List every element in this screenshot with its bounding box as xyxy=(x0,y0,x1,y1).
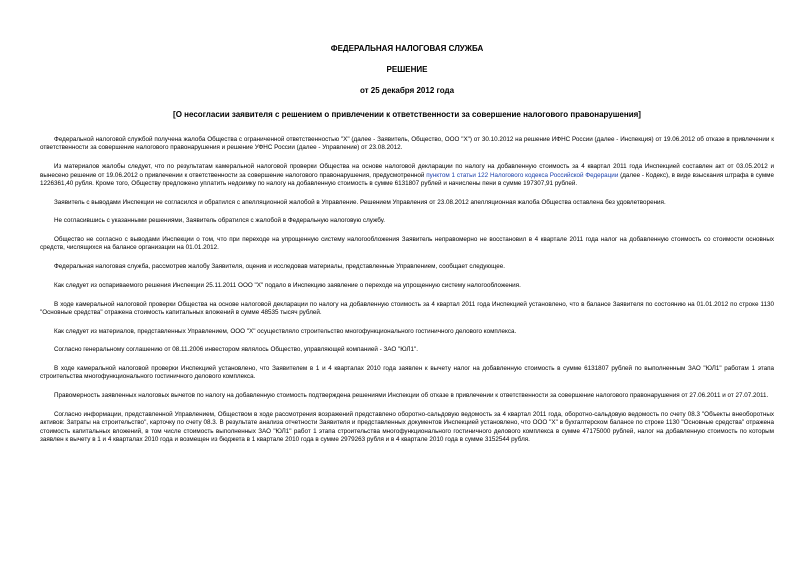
paragraph-8: В ходе камеральной налоговой проверки Общества на основе налоговой декларации по налогу на добавленную стоимость за 4 квартал 2011 года Инспекцией установлено, что в балансе Заявителя по состоянию на 01.01.2012 по строке 1130 "Основные средства" отражена стоимость капитальных вложений в сумме 48535 тысяч рублей. xyxy=(40,300,774,316)
paragraph-10: Согласно генеральному соглашению от 08.11.2006 инвестором являлось Общество, управляющей компанией - ЗАО "ЮЛ1". xyxy=(54,346,418,354)
paragraph-3: Заявитель с выводами Инспекции не согласился и обратился с апелляционной жалобой в Управление. Решением Управления от 23.08.2012 апелляционная жалоба Общества оставлена без удовлетворения. xyxy=(54,198,666,206)
paragraph-1: Федеральной налоговой службой получена жалоба Общества с ограниченной ответственностью "Х" (далее - Заявитель, Общество, ООО "Х") от 30.10.2012 на решение ИФНС России (далее - Инспекция) от 19.06.2012 об отказе в привлечении к ответственности за совершение налогового правонарушения и решение УФНС России (далее - Управление) от 23.08.2012. xyxy=(40,136,774,152)
document-date: от 25 декабря 2012 года xyxy=(359,86,455,95)
paragraph-6: Федеральная налоговая служба, рассмотрев жалобу Заявителя, оценив и исследовав материалы, представленные Управлением, сообщает следующее. xyxy=(54,263,506,271)
organization-title: ФЕДЕРАЛЬНАЯ НАЛОГОВАЯ СЛУЖБА xyxy=(330,44,484,53)
paragraph-2 xyxy=(40,163,774,188)
tax-code-article-link[interactable]: пунктом 1 статьи 122 Налогового кодекса Российской Федерации xyxy=(426,171,619,179)
paragraph-9: Как следует из материалов, представленных Управлением, ООО "Х" осуществляло строительство многофункционального гостиничного делового комплекса. xyxy=(54,327,517,335)
paragraph-13: Согласно информации, представленной Управлением, Обществом в ходе рассмотрения возражений представлено оборотно-сальдовую ведомость за 4 квартал 2011 года, оборотно-сальдовую ведомость по счету 08.3 "Объекты внеоборотных активов: Затраты на строительство", карточку по счету 08.3. В результате анализа отчетности Заявителя и представленных документов Инспекцией установлено, что ООО "Х" в бухгалтерском балансе по строке 1130 "Основные средства" отражена стоимость капитальных вложений, в том числе стоимость выполненных ЗАО "ЮЛ1" работ 1 этапа строительства многофункционального гостиничного делового комплекса в сумме 47175000 рублей, налог на добавленную стоимость по которым заявлен к вычету в 1 и 4 кварталах 2010 года и возмещен из бюджета в 1 квартале 2010 года в сумме 2979263 рубля и в 4 квартале 2010 года в сумме 3152544 рубля. xyxy=(40,410,774,444)
paragraph-2-text-before: Из материалов жалобы следует, что по результатам камеральной налоговой проверки Общества на основе налоговой декларации по налогу на добавленную стоимость за 4 квартал 2011 года Инспекцией составлен акт от 03.05.2012 и вынесено решение от 19.06.2012 о привлечении к ответственности за совершение налогового правонарушения, предусмотренной xyxy=(40,163,774,179)
document-body xyxy=(40,44,774,455)
paragraph-2-text-after: (далее - Кодекс), в виде взыскания штрафа в сумме 1226361,40 рубля. Кроме того, Обществу предложено уплатить недоимку по налогу на добавленную стоимость в сумме 6131807 рублей и начислены пени в сумме 197307,91 рублей. xyxy=(40,171,774,187)
document-type: РЕШЕНИЕ xyxy=(386,65,428,74)
paragraph-5: Общество не согласно с выводами Инспекции о том, что при переходе на упрощенную систему налогообложения Заявитель неправомерно не восстановил в 4 квартале 2011 года налог на добавленную стоимость со стоимости основных средств, числящихся на балансе организации на 01.01.2012. xyxy=(40,236,774,252)
paragraph-4: Не согласившись с указанными решениями, Заявитель обратился с жалобой в Федеральную налоговую службу. xyxy=(54,217,385,225)
paragraph-12: Правомерность заявленных налоговых вычетов по налогу на добавленную стоимость подтверждена решениями Инспекции об отказе в привлечении к ответственности за совершение налогового правонарушения от 27.06.2011 и от 27.07.2011. xyxy=(54,392,769,400)
document-subject: [О несогласии заявителя с решением о привлечении к ответственности за совершение налогового правонарушения] xyxy=(173,110,641,119)
paragraph-11: В ходе камеральной налоговой проверки Инспекцией установлено, что Заявителем в 1 и 4 кварталах 2010 года заявлен к вычету налог на добавленную стоимость в сумме 6131807 рублей по выполненным ЗАО "ЮЛ1" работам 1 этапа строительства многофункционального гостиничного делового комплекса. xyxy=(40,365,774,381)
paragraph-7: Как следует из оспариваемого решения Инспекции 25.11.2011 ООО "Х" подало в Инспекцию заявление о переходе на упрощенную систему налогообложения. xyxy=(54,281,521,289)
